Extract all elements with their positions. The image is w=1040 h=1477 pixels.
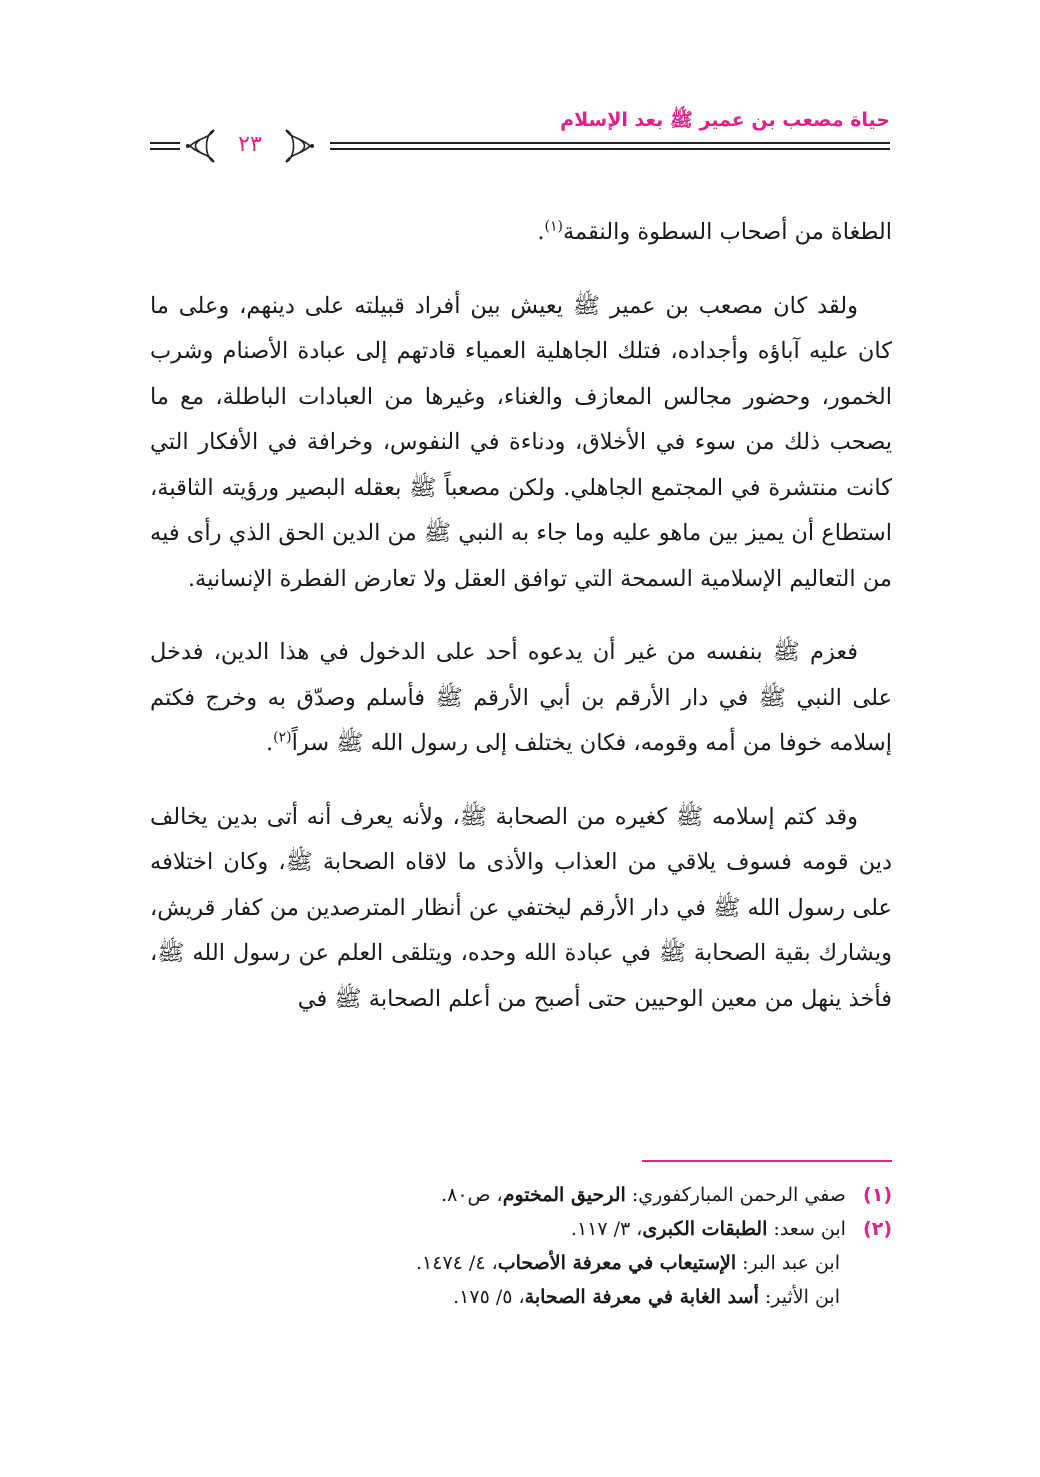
- footnote-ref: (١): [544, 218, 563, 235]
- footnote-title: الرحيق المختوم: [502, 1184, 626, 1206]
- footnote-item: [150, 1178, 892, 1212]
- running-title: حياة مصعب بن عمير ﷺ بعد الإسلام: [560, 109, 890, 131]
- footnote-number: (٢): [863, 1218, 892, 1240]
- main-text: [150, 210, 892, 1050]
- footnote-number: (١): [863, 1184, 892, 1206]
- footnote-tail: ، ٣/ ١١٧.: [570, 1218, 643, 1240]
- footnote-text: صفي الرحمن المباركفوري:: [625, 1184, 846, 1206]
- footnotes: [150, 1178, 892, 1314]
- footnote-item: [150, 1280, 892, 1314]
- paragraph-end: .: [537, 219, 545, 245]
- page-number: ٢٣: [238, 132, 262, 157]
- footnote-tail: ، ٥/ ١٧٥.: [453, 1286, 525, 1308]
- footnote-title: الطبقات الكبرى: [642, 1218, 768, 1240]
- paragraph-end: .: [266, 730, 274, 756]
- header-rule: [150, 148, 180, 150]
- paragraph: وقد كتم إسلامه ﷺ كغيره من الصحابة ﷺ، ولأنه يعرف أنه أتى بدين يخالف دين قومه فسوف يلاقي من العذاب والأذى ما لاقاه الصحابة ﷺ، وكان اختلافه على رسول الله ﷺ في دار الأرقم ليختفي عن أنظار المترصدين من كفار قريش، ويشارك بقية الصحابة ﷺ في عبادة الله وحده، ويتلقى العلم عن رسول الله ﷺ، فأخذ ينهل من معين الوحيين حتى أصبح من أعلم الصحابة ﷺ في: [150, 803, 892, 1012]
- footnote-tail: ، ٤/ ١٤٧٤.: [416, 1252, 498, 1274]
- footnote-text: ابن عبد البر:: [736, 1252, 840, 1274]
- footnote-title: أسد الغابة في معرفة الصحابة: [524, 1286, 759, 1308]
- page-number-badge: [180, 124, 320, 168]
- header-rule: [330, 148, 890, 150]
- footnote-item: [150, 1246, 892, 1280]
- header-rule: [150, 142, 180, 144]
- paragraph-text: الطغاة من أصحاب السطوة والنقمة: [562, 219, 892, 245]
- footnote-tail: ، ص٨٠.: [441, 1184, 503, 1206]
- footnote-separator: [642, 1160, 892, 1162]
- paragraph-text: فعزم ﷺ بنفسه من غير أن يدعوه أحد على الدخول في هذا الدين، فدخل على النبي ﷺ في دار الأرقم بن أبي الأرقم ﷺ فأسلم وصدّق به وخرج فكتم إسلامه خوفا من أمه وقومه، فكان يختلف إلى رسول الله ﷺ سراً: [150, 639, 892, 756]
- paragraph: ولقد كان مصعب بن عمير ﷺ يعيش بين أفراد قبيلته على دينهم، وعلى ما كان عليه آباؤه وأجداده، فتلك الجاهلية العمياء قادتهم إلى عبادة الأصنام وشرب الخمور، وحضور مجالس المعازف والغناء، وغيرها من العبادات الباطلة، مع ما يصحب ذلك من سوء في الأخلاق، ودناءة في النفوس، وخرافة في الأفكار التي كانت منتشرة في المجتمع الجاهلي. ولكن مصعباً ﷺ بعقله البصير ورؤيته الثاقبة، استطاع أن يميز بين ماهو عليه وما جاء به النبي ﷺ من الدين الحق الذي رأى فيه من التعاليم الإسلامية السمحة التي توافق العقل ولا تعارض الفطرة الإنسانية.: [150, 292, 892, 592]
- footnote-text: ابن سعد:: [767, 1218, 846, 1240]
- paragraph: [150, 630, 892, 767]
- header-rule: [330, 142, 890, 144]
- footnote-item: [150, 1212, 892, 1246]
- paragraph: [150, 210, 892, 256]
- footnote-text: ابن الأثير:: [758, 1286, 840, 1308]
- footnote-title: الإستيعاب في معرفة الأصحاب: [497, 1252, 737, 1274]
- footnote-ref: (٢): [273, 729, 292, 746]
